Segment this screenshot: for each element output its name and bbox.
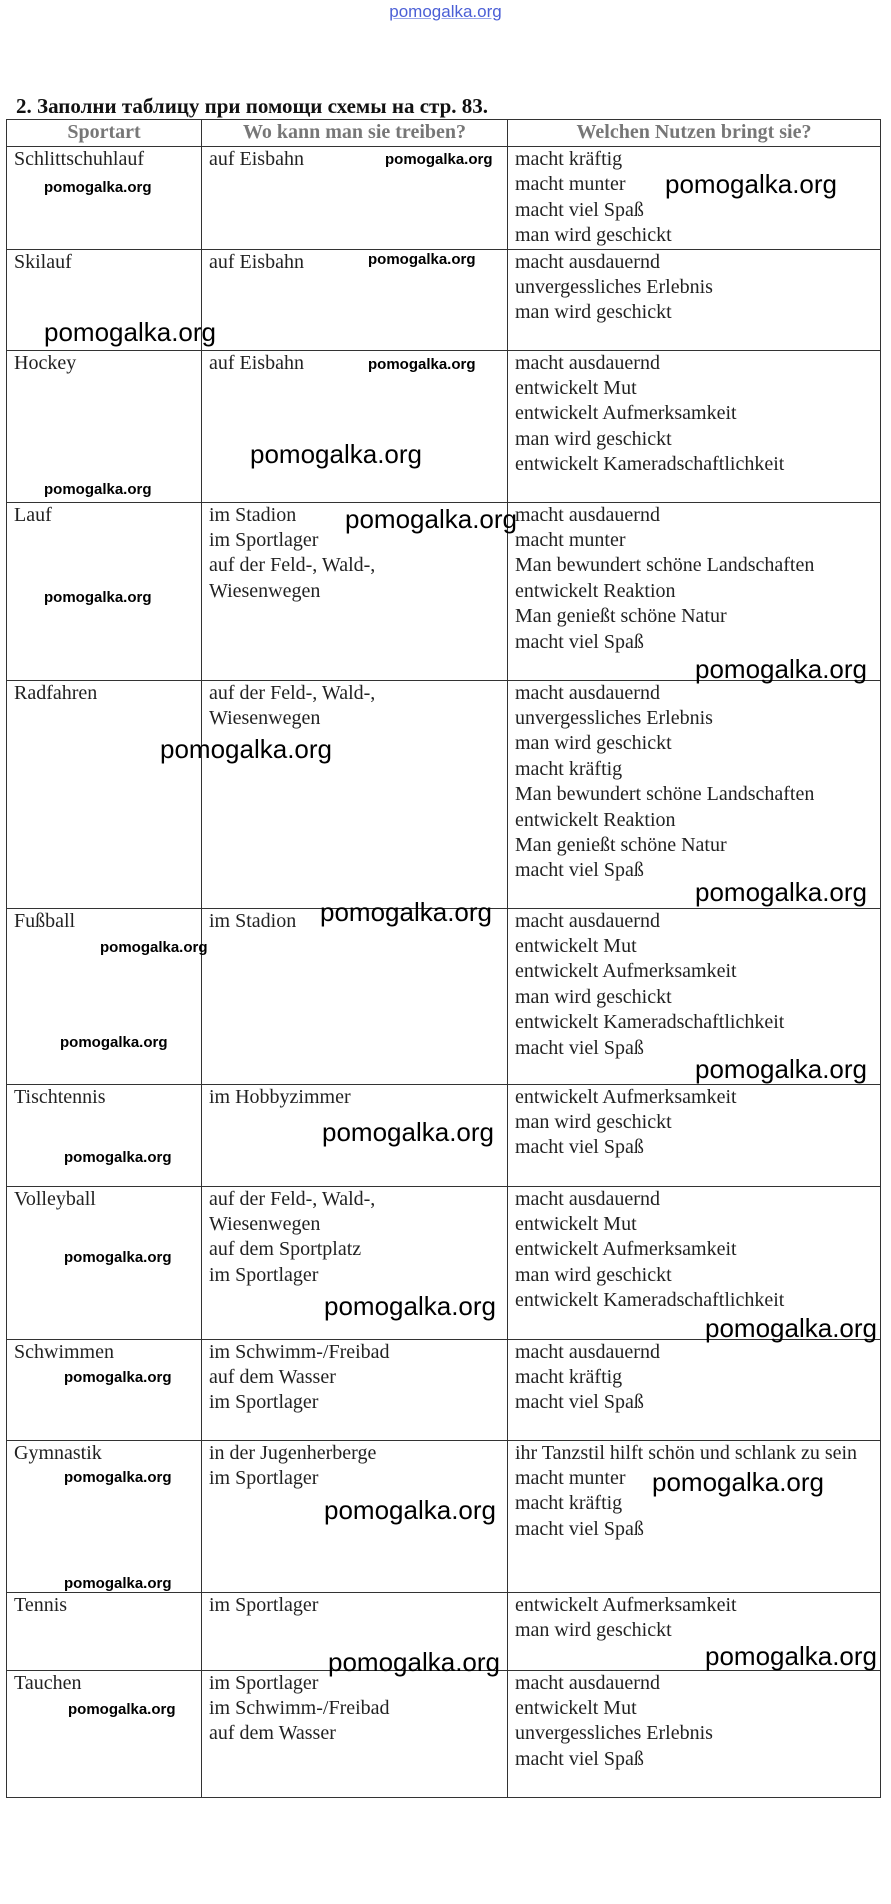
benefit-item: Man genießt schöne Natur: [515, 605, 727, 628]
benefit-item: Man bewundert schöne Landschaften: [515, 783, 815, 806]
watermark: pomogalka.org: [64, 1469, 172, 1486]
benefit-item: man wird geschickt: [515, 427, 672, 450]
benefit-item: Man genießt schöne Natur: [515, 834, 727, 857]
benefit-item: entwickelt Mut: [515, 377, 637, 400]
benefit-cell: [508, 249, 881, 350]
where-item: im Sportlager: [209, 529, 319, 552]
watermark: pomogalka.org: [64, 1369, 172, 1386]
watermark: pomogalka.org: [160, 734, 332, 764]
watermark: pomogalka.org: [345, 504, 517, 534]
watermark: pomogalka.org: [60, 1034, 168, 1051]
benefit-item: macht ausdauernd: [515, 503, 660, 526]
benefit-item: macht viel Spaß: [515, 1747, 644, 1770]
benefit-item: unvergessliches Erlebnis: [515, 707, 713, 730]
benefit-item: ihr Tanzstil hilft schön und schlank zu sein: [515, 1441, 858, 1464]
where-item: auf Eisbahn: [209, 250, 304, 273]
benefit-item: entwickelt Aufmerksamkeit: [515, 402, 737, 425]
benefit-item: macht ausdauernd: [515, 351, 660, 374]
benefit-item: macht viel Spaß: [515, 1391, 644, 1414]
benefit-item: entwickelt Reaktion: [515, 808, 676, 831]
header-sport: Sportart: [7, 120, 202, 147]
where-item: auf dem Wasser: [209, 1366, 336, 1389]
benefit-item: macht munter: [515, 529, 626, 552]
where-item: auf der Feld-, Wald-,: [209, 554, 376, 577]
where-item: im Sportlager: [209, 1263, 319, 1286]
benefit-item: macht viel Spaß: [515, 198, 644, 221]
where-cell: [202, 680, 508, 908]
where-item: Wiesenwegen: [209, 1213, 321, 1236]
benefit-item: entwickelt Kameradschaftlichkeit: [515, 1289, 785, 1312]
benefit-item: entwickelt Mut: [515, 1213, 637, 1236]
where-cell: [202, 1670, 508, 1797]
watermark: pomogalka.org: [64, 1149, 172, 1166]
benefit-item: man wird geschickt: [515, 1619, 672, 1642]
sport-cell: [7, 147, 202, 250]
where-item: im Schwimm-/Freibad: [209, 1697, 390, 1720]
benefit-item: macht kräftig: [515, 757, 623, 780]
table-row: [7, 1670, 881, 1797]
watermark: pomogalka.org: [368, 356, 476, 373]
benefit-item: macht ausdauernd: [515, 1671, 660, 1694]
sport-name: Gymnastik: [14, 1441, 102, 1464]
sport-name: Schwimmen: [14, 1340, 114, 1363]
benefit-item: macht munter: [515, 1467, 626, 1490]
where-item: auf der Feld-, Wald-,: [209, 1187, 376, 1210]
watermark: pomogalka.org: [705, 1313, 877, 1343]
benefit-item: macht viel Spaß: [515, 1036, 644, 1059]
benefit-item: entwickelt Reaktion: [515, 579, 676, 602]
benefit-item: man wird geschickt: [515, 301, 672, 324]
sport-cell: [7, 1440, 202, 1592]
benefit-item: macht ausdauernd: [515, 250, 660, 273]
watermark: pomogalka.org: [368, 251, 476, 268]
where-item: in der Jugenherberge: [209, 1441, 377, 1464]
benefit-item: entwickelt Aufmerksamkeit: [515, 960, 737, 983]
benefit-item: macht ausdauernd: [515, 1340, 660, 1363]
benefit-item: man wird geschickt: [515, 1111, 672, 1134]
benefit-item: entwickelt Aufmerksamkeit: [515, 1593, 737, 1616]
where-item: auf Eisbahn: [209, 148, 304, 170]
where-item: auf dem Sportplatz: [209, 1238, 362, 1261]
watermark: pomogalka.org: [695, 877, 867, 907]
where-item: im Hobbyzimmer: [209, 1085, 351, 1108]
benefit-item: macht viel Spaß: [515, 859, 644, 882]
sport-cell: [7, 1670, 202, 1797]
site-link[interactable]: pomogalka.org: [389, 2, 502, 21]
benefit-item: macht kräftig: [515, 148, 623, 170]
benefit-item: macht kräftig: [515, 1366, 623, 1389]
where-item: auf dem Wasser: [209, 1722, 336, 1745]
where-item: im Schwimm-/Freibad: [209, 1340, 390, 1363]
benefit-item: unvergessliches Erlebnis: [515, 1722, 713, 1745]
benefit-cell: [508, 680, 881, 908]
sport-cell: [7, 350, 202, 502]
sport-name: Tischtennis: [14, 1085, 106, 1108]
where-item: im Sportlager: [209, 1391, 319, 1414]
watermark: pomogalka.org: [44, 481, 152, 498]
benefit-item: entwickelt Kameradschaftlichkeit: [515, 453, 785, 476]
benefit-item: man wird geschickt: [515, 985, 672, 1008]
sport-name: Skilauf: [14, 250, 72, 273]
benefit-item: entwickelt Mut: [515, 935, 637, 958]
task-title: 2. Заполни таблицу при помощи схемы на стр. 83.: [16, 94, 489, 118]
benefit-item: man wird geschickt: [515, 224, 672, 247]
benefit-item: entwickelt Mut: [515, 1697, 637, 1720]
sport-name: Volleyball: [14, 1187, 96, 1210]
benefit-cell: [508, 1084, 881, 1186]
benefit-item: unvergessliches Erlebnis: [515, 276, 713, 299]
watermark: pomogalka.org: [44, 589, 152, 606]
watermark: pomogalka.org: [695, 1054, 867, 1084]
watermark: pomogalka.org: [320, 897, 492, 927]
watermark: pomogalka.org: [64, 1575, 172, 1592]
benefit-item: macht kräftig: [515, 1492, 623, 1515]
watermark: pomogalka.org: [64, 1249, 172, 1266]
where-item: im Stadion: [209, 503, 297, 526]
sport-cell: [7, 680, 202, 908]
sport-cell: [7, 908, 202, 1084]
watermark: pomogalka.org: [44, 317, 216, 347]
watermark: pomogalka.org: [705, 1641, 877, 1671]
table-header-row: [7, 120, 881, 147]
benefit-item: macht ausdauernd: [515, 909, 660, 932]
benefit-item: entwickelt Kameradschaftlichkeit: [515, 1011, 785, 1034]
benefit-item: macht ausdauernd: [515, 1187, 660, 1210]
benefit-item: macht viel Spaß: [515, 1517, 644, 1540]
benefit-cell: [508, 1339, 881, 1440]
table-row: [7, 680, 881, 908]
sport-cell: [7, 1084, 202, 1186]
benefit-cell: [508, 1440, 881, 1592]
sport-name: Tauchen: [14, 1671, 82, 1694]
benefit-item: macht viel Spaß: [515, 630, 644, 653]
where-item: auf der Feld-, Wald-,: [209, 681, 376, 704]
sport-name: Fußball: [14, 909, 76, 932]
header-where: Wo kann man sie treiben?: [202, 120, 508, 147]
where-item: auf Eisbahn: [209, 351, 304, 374]
where-cell: [202, 908, 508, 1084]
watermark: pomogalka.org: [44, 179, 152, 196]
where-item: im Sportlager: [209, 1593, 319, 1616]
where-item: im Sportlager: [209, 1467, 319, 1490]
watermark: pomogalka.org: [324, 1495, 496, 1525]
benefit-cell: [508, 1670, 881, 1797]
where-item: Wiesenwegen: [209, 707, 321, 730]
sport-name: Schlittschuhlauf: [14, 148, 144, 170]
sport-name: Lauf: [14, 503, 52, 526]
benefit-item: man wird geschickt: [515, 732, 672, 755]
watermark: pomogalka.org: [250, 439, 422, 469]
watermark: pomogalka.org: [665, 169, 837, 199]
watermark: pomogalka.org: [385, 151, 493, 168]
watermark: pomogalka.org: [100, 939, 208, 956]
sport-cell: [7, 1592, 202, 1670]
watermark: pomogalka.org: [68, 1701, 176, 1718]
benefit-item: macht munter: [515, 173, 626, 196]
sport-cell: [7, 1339, 202, 1440]
where-item: im Sportlager: [209, 1671, 319, 1694]
watermark: pomogalka.org: [695, 654, 867, 684]
benefit-item: entwickelt Aufmerksamkeit: [515, 1238, 737, 1261]
where-item: im Stadion: [209, 909, 297, 932]
benefit-item: macht viel Spaß: [515, 1136, 644, 1159]
benefit-item: man wird geschickt: [515, 1263, 672, 1286]
header-benefit: Welchen Nutzen bringt sie?: [508, 120, 881, 147]
benefit-cell: [508, 350, 881, 502]
table-row: [7, 1339, 881, 1440]
watermark: pomogalka.org: [328, 1647, 500, 1677]
sport-name: Hockey: [14, 351, 77, 374]
benefit-item: macht ausdauernd: [515, 681, 660, 704]
watermark: pomogalka.org: [652, 1467, 824, 1497]
where-item: Wiesenwegen: [209, 579, 321, 602]
benefit-item: Man bewundert schöne Landschaften: [515, 554, 815, 577]
sport-name: Radfahren: [14, 681, 98, 704]
benefit-item: entwickelt Aufmerksamkeit: [515, 1085, 737, 1108]
where-cell: [202, 1339, 508, 1440]
watermark: pomogalka.org: [322, 1117, 494, 1147]
sport-name: Tennis: [14, 1593, 68, 1616]
watermark: pomogalka.org: [324, 1291, 496, 1321]
